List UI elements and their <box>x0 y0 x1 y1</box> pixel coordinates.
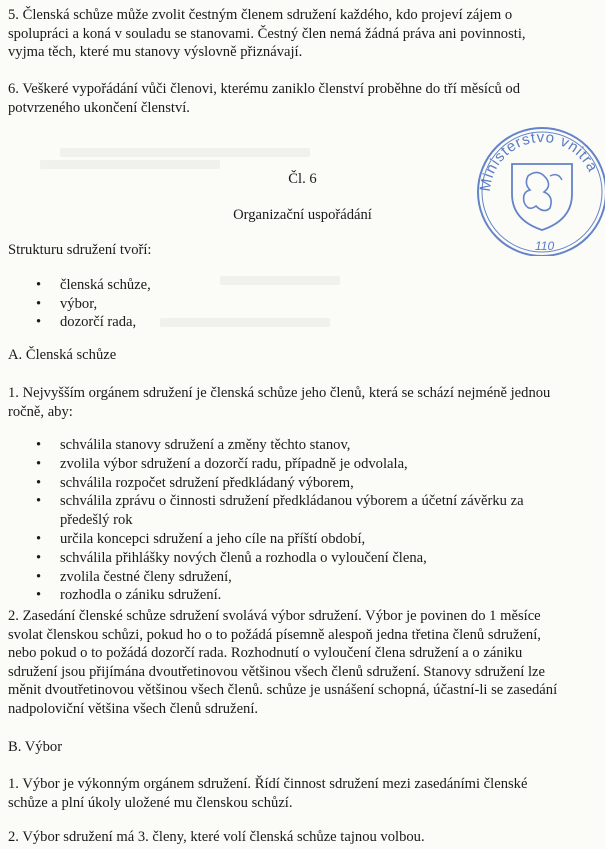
section-b-heading: B. Výbor <box>8 739 63 755</box>
section-a-heading: A. Členská schůze <box>8 347 117 363</box>
list-item: • dozorčí rada, <box>34 313 151 332</box>
section-a-paragraph-1: 1. Nejvyšším orgánem sdružení je členská schůze jeho členů, která se schází nejméně jednou ročně, aby: <box>8 385 551 420</box>
section-b-paragraph-1: 1. Výbor je výkonným orgánem sdružení. Řídí činnost sdružení mezi zasedáními členské schůze a plní úkoly uložené mu členskou schůzí. <box>8 776 528 811</box>
list-item: • schválila přihlášky nových členů a rozhodla o vyloučení člena, <box>34 549 524 568</box>
section-b-paragraph-2: 2. Výbor sdružení má 3. členy, které volí členská schůze tajnou volbou. <box>8 829 425 845</box>
article-title: Organizační uspořádání <box>233 207 372 223</box>
list-item: • schválila stanovy sdružení a změny těchto stanov, <box>34 436 524 455</box>
list-item: • výbor, <box>34 295 151 314</box>
list-item: • určila koncepci sdružení a jeho cíle na příští období, <box>34 530 524 549</box>
bleed-through <box>220 276 340 285</box>
list-item: • schválila zprávu o činnosti sdružení předkládanou výborem a účetní závěrku za předešlý rok <box>34 492 524 530</box>
duties-list <box>34 436 524 605</box>
bleed-through <box>40 160 220 169</box>
article-number: Čl. 6 <box>288 171 317 187</box>
stamp-text: Ministerstvo vnitra <box>476 128 602 193</box>
list-item: • schválila rozpočet sdružení předkládaný výborem, <box>34 474 524 493</box>
bleed-through <box>60 148 310 157</box>
structure-intro: Strukturu sdružení tvoří: <box>8 242 152 258</box>
list-item: • rozhodla o zániku sdružení. <box>34 586 524 605</box>
paragraph-6: 6. Veškeré vypořádání vůči členovi, kterému zaniklo členství proběhne do tří měsíců od potvrzeného ukončení členství. <box>8 81 520 116</box>
bleed-through <box>160 318 330 327</box>
paragraph-5: 5. Členská schůze může zvolit čestným členem sdružení každého, kdo projeví zájem o spolupráci a koná v souladu se stanovami. Čestný člen nemá žádná práva ani povinnosti, vyjma těch, které mu stanovy výslovně přiznávají. <box>8 7 526 60</box>
list-item: • zvolila čestné členy sdružení, <box>34 568 524 587</box>
stamp-number: 110 <box>535 239 555 253</box>
list-item: • zvolila výbor sdružení a dozorčí radu, případně je odvolala, <box>34 455 524 474</box>
section-a-paragraph-2: 2. Zasedání členské schůze sdružení svolává výbor sdružení. Výbor je povinen do 1 měsíce svolat členskou schůzi, pokud ho o to požádá písemně alespoň jedna třetina členů sdružení, nebo pokud o to požádá dozorčí rada. Rozhodnutí o vyloučení člena sdružení a o zániku sdružení jsou přijímána dvoutřetinovou většinou všech členů sdružení. Stanovy sdružení lze měnit dvoutřetinovou většinou všech členů. schůze je usnášení schopná, účastní-li se zasedání nadpoloviční většina všech členů sdružení. <box>8 608 558 717</box>
list-item: • členská schůze, <box>34 276 151 295</box>
structure-list <box>34 276 151 332</box>
